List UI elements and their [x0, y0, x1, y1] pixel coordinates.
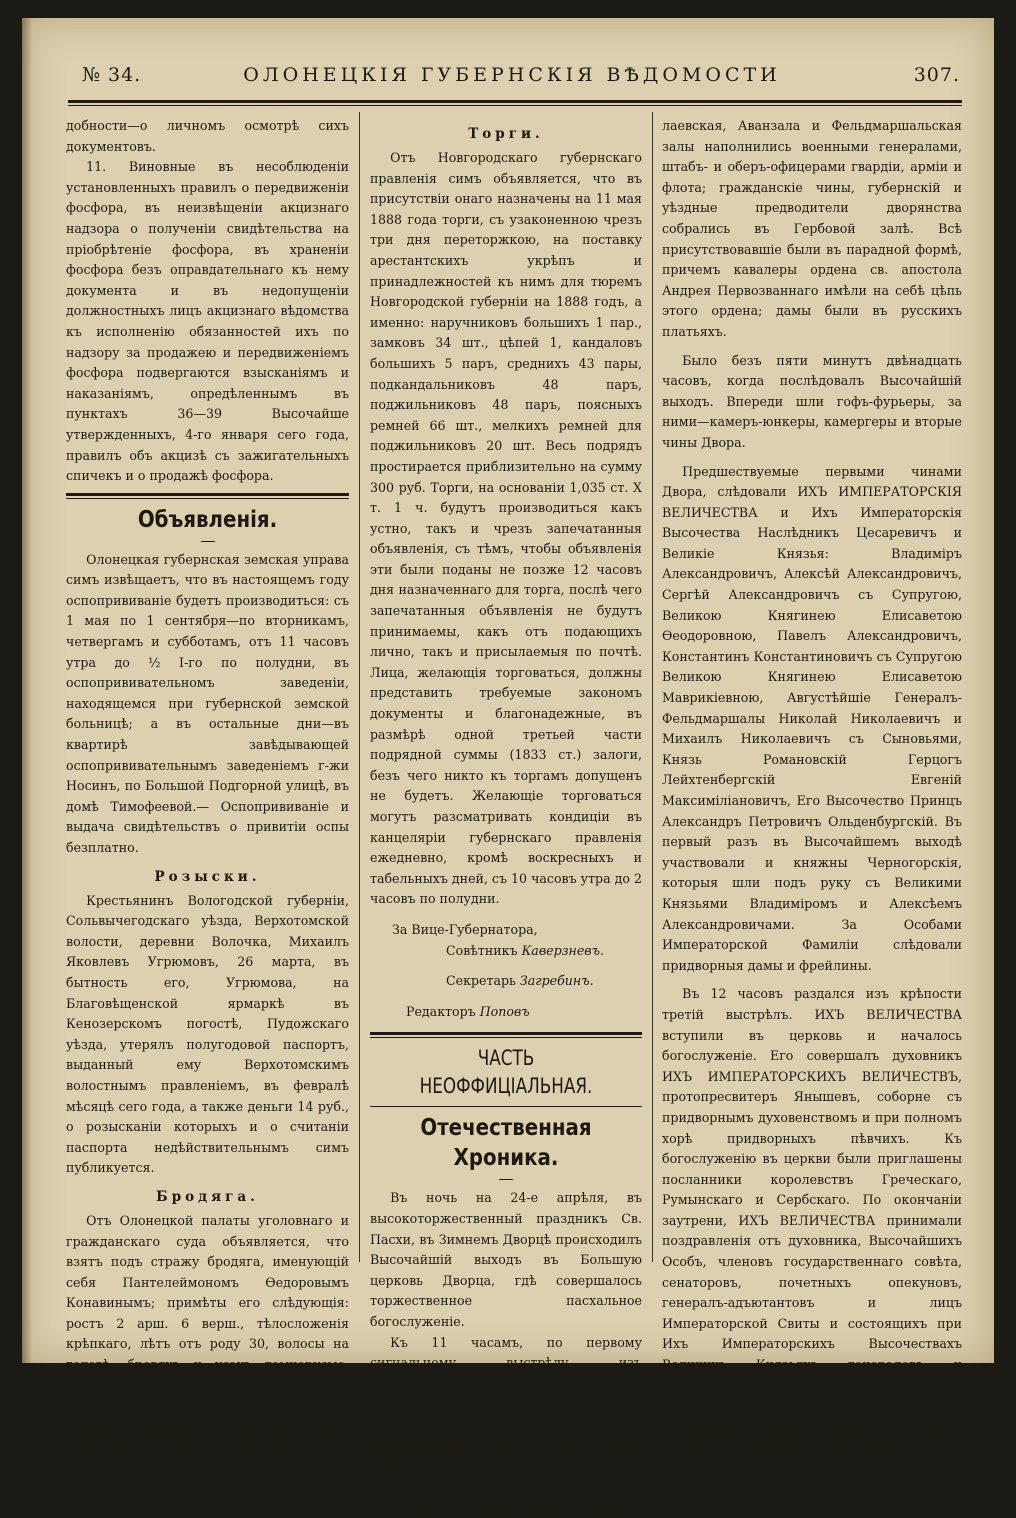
paragraph-11: 11. Виновные въ несоблюденіи установленныхъ правилъ о передвиженіи фосфора, въ неизвѣщеніи акцизнаго надзора о полученіи свидѣтельства на пріобрѣтеніе фосфора, въ храненіи фосфора безъ оправдательнаго къ нему документа и въ недопущеніи должностныхъ лицъ акцизнаго вѣдомства къ исполненію обязанностей ихъ по надзору за продажею и передвиженіемъ фосфора подвергаются взысканіямъ и наказаніямъ, опредѣленнымъ въ пунктахъ 36—39 Высочайше утвержденныхъ, 4-го января сего года, правилъ объ акцизѣ съ зажигательныхъ спичекъ и о продажѣ фосфора. — [66, 159, 349, 484]
chronicle-paragraph-5: Въ 12 часовъ раздался изъ крѣпости третій выстрѣлъ. ИХЪ ВЕЛИЧЕСТВА вступили въ церковь и началось богослуженіе. Его совершалъ духовникъ ИХЪ ИМПЕРАТОРСКИХЪ ВЕЛИЧЕСТВЪ, протопресвитеръ Янышевъ, соборне съ придворнымъ духовенствомъ и при полномъ хорѣ придворныхъ пѣвчихъ. Къ богослуженію въ церкви были приглашены посланники королевствъ Греческаго, Румынскаго и Сербскаго. По окончаніи заутрени, ИХЪ ВЕЛИЧЕСТВА принимали поздравленія отъ духовника, Высочайшихъ Особъ, членовъ государственнаго совѣта, сенаторовъ, почетныхъ опекуновъ, генералъ-адъютантовъ и лицъ Императорской Свиты и состоящихъ при Ихъ Императорскихъ Высочествахъ Великихъ Князьяхъ генераловъ и адъютантовъ, генераловъ войскъ гвардіи, членовъ военнаго и адмиралтействъ-совѣта и главныхъ судовъ военнаго и морскаго, первыхъ и вторыхъ чиновъ Двора, статсъ-секретарей и караула отъ роты дворцовыхъ гренадеръ. — [662, 986, 962, 1496]
chronicle-heading: Отечественная Хроника. — [420, 1115, 592, 1172]
ads-paragraph: Олонецкая губернская земская управа симъ извѣщаетъ, что въ настоящемъ году оспопрививаніе будетъ производиться: съ 1 мая по 1 сентября—по вторникамъ, четвергамъ и субботамъ, отъ 11 часовъ утра до ½ I-го по полудни, въ оспопрививательномъ заведеніи, находящемся при губернской земской больницѣ; а въ остальные дни—въ квартирѣ завѣдывающей оспопрививательнымъ заведеніемъ г-жи Носинъ, по Большой Подгорной улицѣ, въ домѣ Тимофеевой.— Оспопрививаніе и выдача свидѣтельствъ о привитіи оспы безплатно. — [66, 551, 349, 855]
column-1 — [66, 116, 349, 1479]
column-2 — [370, 116, 642, 1518]
vagrant-heading: Бродяга. — [156, 1188, 259, 1205]
section-rule-thin — [370, 1106, 642, 1107]
page-edge-shadow — [22, 18, 32, 1363]
column-3 — [662, 116, 962, 1499]
signature-label: Редакторъ — [406, 1003, 476, 1019]
chronicle-paragraph-3: Было безъ пяти минутъ двѣнадцать часовъ, когда послѣдовалъ Высочайшій выходъ. Впереди шли гофъ-фурьеры, за ними—камеръ-юнкеры, камергеры и вторые чины Двора. — [662, 352, 962, 450]
issue-number: № 34. — [82, 64, 142, 86]
newspaper-title: ОЛОНЕЦКІЯ ГУБЕРНСКІЯ ВѢДОМОСТИ — [243, 64, 781, 86]
page-number: 307. — [913, 64, 960, 86]
chronicle-paragraph-1: Въ ночь на 24-е апрѣля, въ высокоторжественный праздникъ Св. Пасхи, въ Зимнемъ Дворцѣ происходилъ Высочайшій выходъ въ Большую церковь Дворца, гдѣ совершалось торжественное пасхальное богослуженіе. — [370, 1190, 642, 1329]
chronicle-paragraph-4: Предшествуемые первыми чинами Двора, слѣдовали ИХЪ ИМПЕРАТОРСКІЯ ВЕЛИЧЕСТВА и Ихъ Императорскія Высочества Наслѣдникъ Цесаревичъ и Великіе Князья: Владиміръ Александровичъ, Алексѣй Александровичъ, Сергѣй Александровичъ съ Супругою, Великою Княгинею Елисаветою Ѳеодоровною, Павелъ Александровичъ, Константинъ Константиновичъ съ Супругою Великою Княгинею Елисаветою Маврикіевною, Августѣйшіе Генералъ-Фельдмаршалы Николай Николаевичъ и Михаилъ Николаевичъ съ Сыновьями, Князь Романовскій Герцогъ Лейхтенбергскій Евгеній Максиміліановичъ, Его Высочество Принцъ Александръ Петровичъ Ольденбургскій. Въ первый разъ въ Высочайшемъ выходѣ участвовали и княжны Черногорскія, которыя шли подъ руку съ Великими Князьями Владиміромъ и Алексѣемъ Александровичами. За Особами Императорской Фамиліи слѣдовали придворныя дамы и фрейлины. — [662, 463, 962, 973]
paragraph-continuation: добности—о личномъ осмотрѣ сихъ документовъ. — [66, 118, 349, 154]
chronicle-paragraph-continued: лаевская, Аванзала и Фельдмаршальская залы наполнились военными генералами, штабъ- и оберъ-офицерами гвардіи, арміи и флота; гражданскіе чины, губернскій и уѣздные предводители дворянства собрались въ Гербовой залѣ. Всѣ присутствовавшіе были въ парадной формѣ, причемъ кавалеры ордена св. апостола Андрея Первозваннаго имѣли на себѣ цѣпь этого ордена; дамы были въ русскихъ платьяхъ. — [662, 118, 962, 339]
signature-councillor — [370, 941, 642, 962]
section-rule — [66, 493, 349, 499]
signature-vice-governor — [370, 920, 642, 941]
section-rule — [370, 1032, 642, 1038]
page-header — [82, 64, 962, 104]
signature-secretary — [370, 971, 642, 992]
chronicle-paragraph-2: Къ 11 часамъ, по первому сигнальному выстрѣлу изъ Петропавловской крѣпости, залы Зимняго Дворца начали наполняться придворными, военными и гражданскими чинами. Въ церкви собрались члены государственнаго совѣта, министры, въ Концертной залѣ—сенаторы, почетные опекуны; Нико- — [370, 1334, 642, 1515]
unofficial-part-heading: ЧАСТЬ НЕОФФИЦІАЛЬНАЯ. — [419, 1046, 593, 1099]
search-heading: Розыски. — [154, 868, 261, 885]
torgi-paragraph: Отъ Новгородскаго губернскаго правленія симъ объявляется, что въ присутствіи онаго назначены на 11 мая 1888 года торги, съ узаконенною чрезъ три дня переторжкою, на поставку арестантскихъ укрѣпъ и принадлежностей къ нимъ для тюремъ Новгородской губерніи на 1888 годъ, а именно: наручниковъ большихъ 1 пар., замковъ 34 шт., цѣпей 1, кандаловъ большихъ 5 паръ, среднихъ 43 пары, подкандальниковъ 48 паръ, поджильниковъ 48 паръ, поясныхъ ремней 66 шт., мелкихъ ремней для поджильниковъ 20 шт. Весь подрядъ простирается приблизительно на сумму 300 руб. Торги, на основаніи 1,035 ст. X т. 1 ч. будутъ производиться какъ устно, такъ и чрезъ запечатанныя объявленія, съ тѣмъ, чтобы объявленія эти были поданы не позже 12 часовъ дня назначеннаго для торга, послѣ чего запечатанныя объявленія не будутъ принимаемы, какъ отъ подающихъ лично, такъ и присылаемыя по почтѣ. Лица, желающія торговаться, должны представить требуемые закономъ документы и благонадежные, въ размѣрѣ одной третьей части подрядной суммы (1833 ст.) залоги, безъ чего никто къ торгамъ допущенъ не будетъ. Желающіе торговаться могутъ разсматривать кондиціи въ канцеляріи губернскаго правленія ежедневно, кромѣ воскресныхъ и табельныхъ дней, съ 10 часовъ утра до 2 часовъ по полудни. — [370, 150, 642, 907]
signature-editor — [370, 1002, 642, 1023]
header-rule-thin — [68, 105, 962, 106]
ads-heading: Объявленія. — [137, 506, 278, 533]
header-rule-thick — [68, 100, 962, 103]
heading-dash — [201, 541, 215, 542]
signature-label: Совѣтникъ — [446, 942, 518, 958]
signature-label: Секретарь — [446, 973, 516, 989]
signature-label: За Вице-Губернатора, — [392, 921, 538, 937]
torgi-heading: Торги. — [468, 126, 544, 142]
heading-dash — [499, 1179, 513, 1180]
newspaper-page — [22, 18, 994, 1515]
signature-name: Каверзневъ. — [521, 942, 605, 958]
signature-name: Поповъ — [479, 1003, 530, 1019]
search-paragraph: Крестьянинъ Вологодской губерніи, Сольвычегодскаго уѣзда, Верхотомской волости, деревни Волочка, Михаилъ Яковлевъ Угрюмовъ, 26 марта, въ бытность его, Угрюмова, на Благовѣщенской ярмаркѣ въ Кенозерскомъ погостѣ, Пудожскаго уѣзда, утерялъ полугодовой паспортъ, выданный ему Верхотомскимъ волостнымъ правленіемъ, въ февралѣ мѣсяцѣ сего года, а также деньги 14 руб., о розысканіи которыхъ и о считаніи паспорта недѣйствительнымъ симъ публикуется. — [66, 892, 349, 1176]
signature-name: Загребинъ. — [519, 973, 594, 989]
column-divider-1 — [359, 112, 360, 1262]
vagrant-paragraph: Отъ Олонецкой палаты уголовнаго и гражданскаго суда объявляется, что взятъ подъ стражу бродяга, именующій себя Пантелеймономъ Ѳедоровымъ Конавинымъ; примѣты его слѣдующія: ростъ 2 арш. 6 верш., тѣлосложенія крѣпкаго, лѣтъ отъ роду 30, волосы на головѣ, бровяхъ и усахъ темнорусые, борода бритая, глаза коричневые, лицо круглое рябоватое. Всякій, кто знаетъ бродягу Конавина, обязанъ дать знать Олонецкой палатѣ уголовнаго и гражданскаго суда. — [66, 1212, 349, 1476]
column-divider-2 — [652, 112, 653, 1262]
